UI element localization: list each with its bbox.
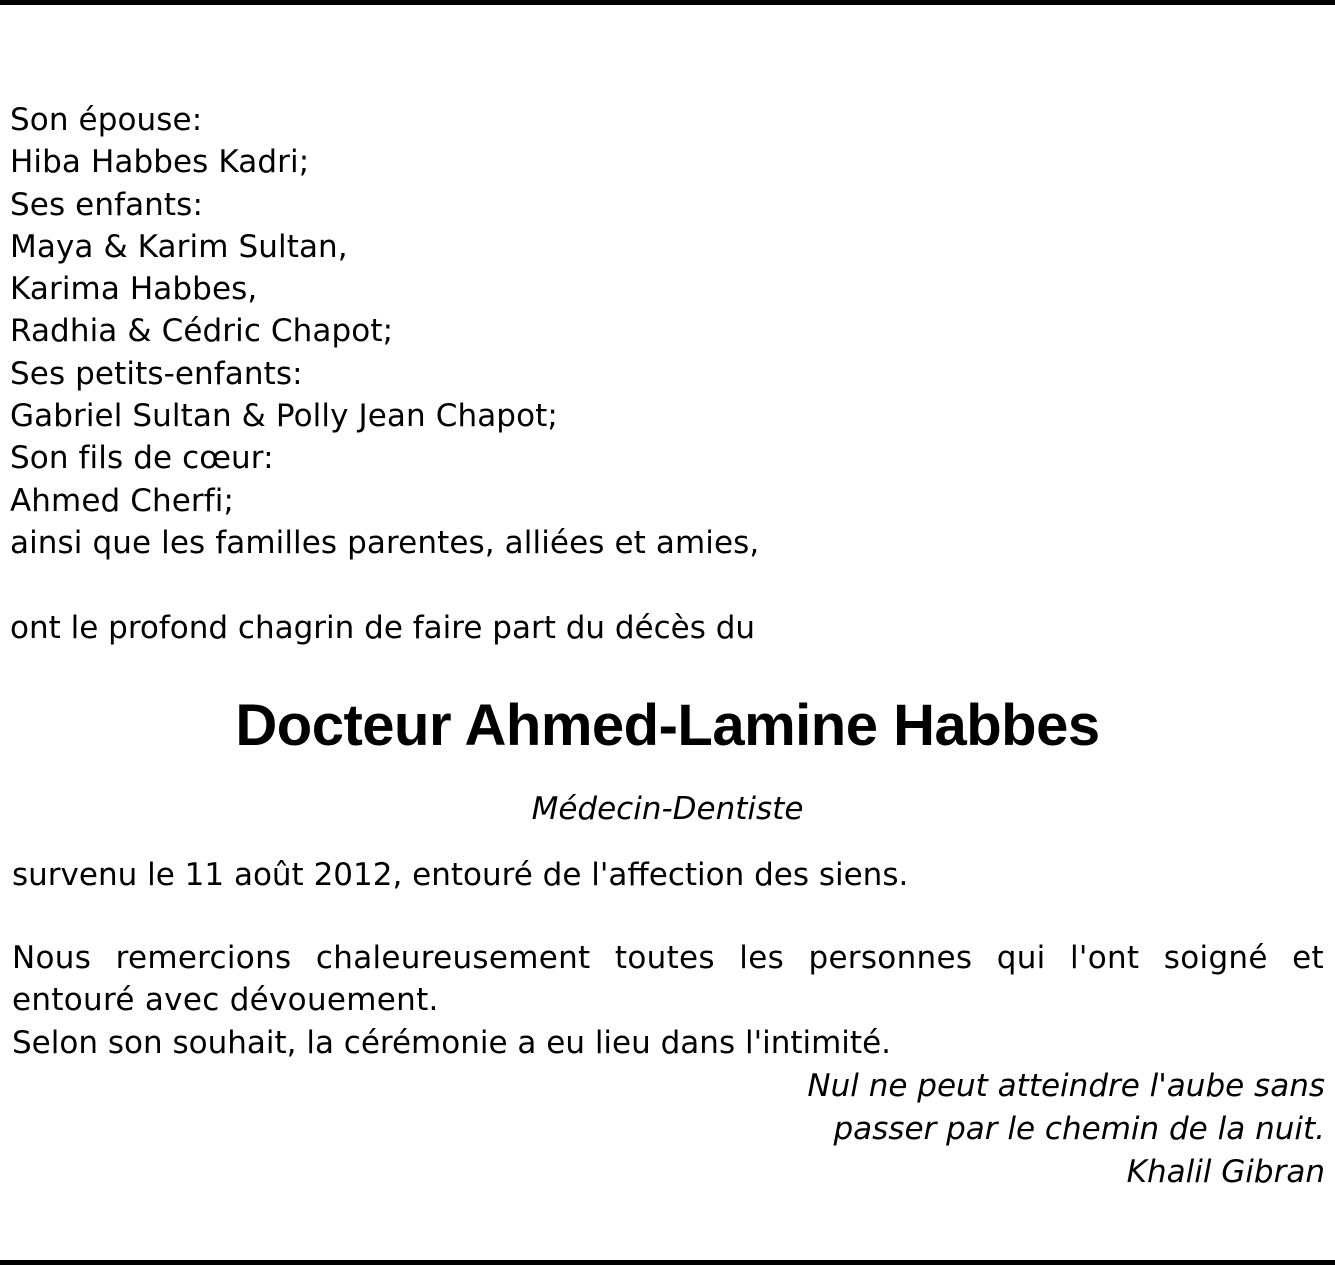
quote-line: passer par le chemin de la nuit. <box>833 1111 1325 1147</box>
profession: Médecin-Dentiste <box>531 791 804 827</box>
quote-line: Nul ne peut atteindre l'aube sans <box>807 1068 1325 1104</box>
quote-author: Khalil Gibran <box>1126 1154 1325 1190</box>
family-line: Son fils de cœur: <box>10 440 274 477</box>
passing-date-text: survenu le 11 août 2012, entouré de l'affection des siens. <box>12 857 909 893</box>
family-line: Maya & Karim Sultan, <box>10 228 348 265</box>
family-list <box>10 99 759 564</box>
quote-block <box>807 1065 1325 1194</box>
deceased-name: Docteur Ahmed-Lamine Habbes <box>235 693 1100 758</box>
bottom-border-rule <box>0 1260 1335 1265</box>
family-line: ainsi que les familles parentes, alliées et amies, <box>10 524 760 561</box>
family-line: Ses enfants: <box>10 186 203 223</box>
ceremony-text: Selon son souhait, la cérémonie a eu lieu dans l'intimité. <box>12 1025 892 1061</box>
family-line: Hiba Habbes Kadri; <box>10 144 310 181</box>
family-line: Radhia & Cédric Chapot; <box>10 313 394 350</box>
family-line: Ses petits-enfants: <box>10 355 303 392</box>
thanks-paragraph: Nous remercions chaleureusement toutes les personnes qui l'ont soigné et entouré avec dévouement. <box>12 940 1324 1018</box>
family-line: Gabriel Sultan & Polly Jean Chapot; <box>10 398 558 435</box>
announcement-intro: ont le profond chagrin de faire part du décès du <box>10 610 756 646</box>
top-border-rule <box>0 0 1335 5</box>
family-line: Karima Habbes, <box>10 271 258 308</box>
family-line: Ahmed Cherfi; <box>10 482 235 519</box>
family-line: Son épouse: <box>10 102 203 138</box>
